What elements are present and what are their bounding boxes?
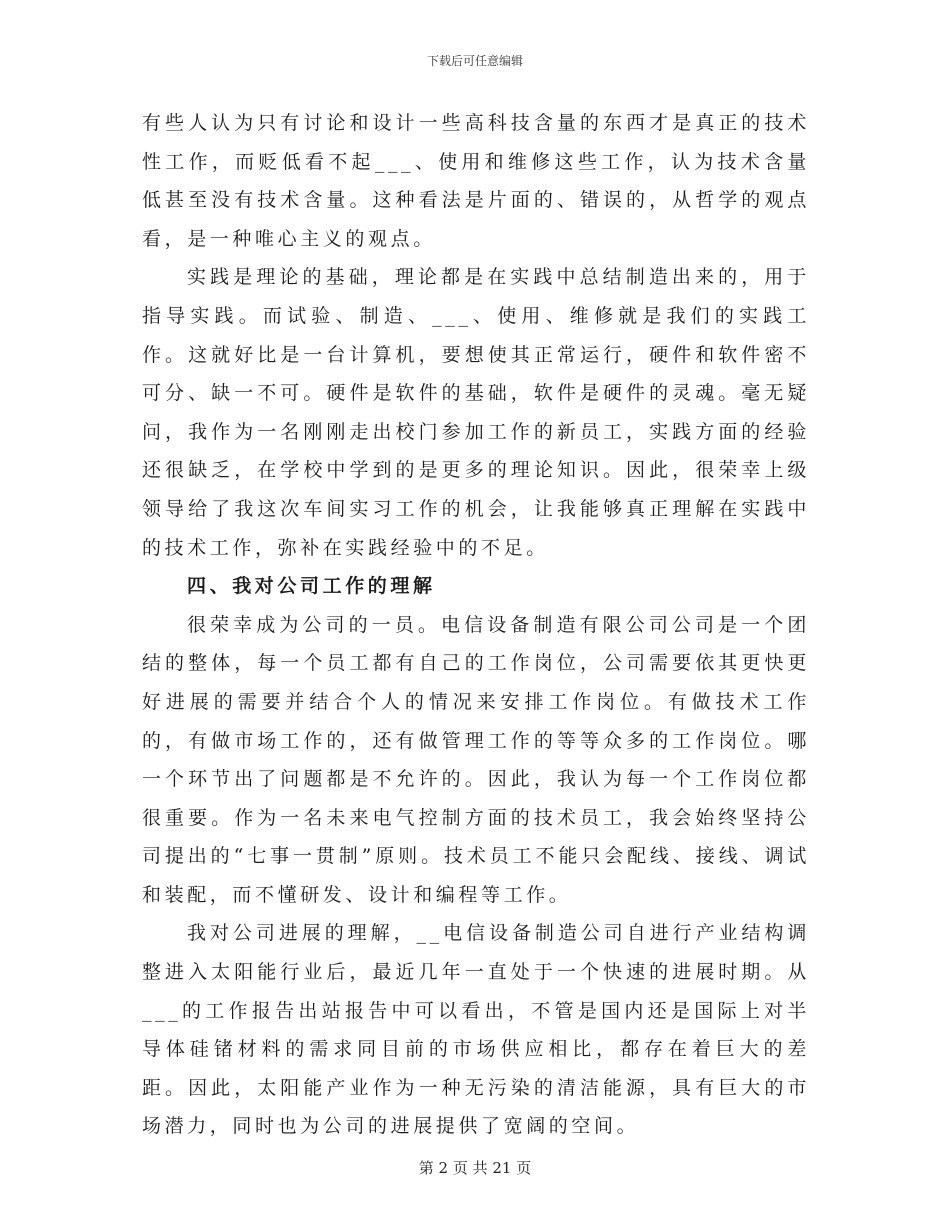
page-header-note: 下载后可任意编辑 bbox=[426, 54, 523, 68]
document-body bbox=[142, 104, 810, 1146]
paragraph-company-team: 很荣幸成为公司的一员。电信设备制造有限公司公司是一个团结的整体，每一个员工都有自己的工作岗位，公司需要依其更快更好进展的需要并结合个人的情况来安排工作岗位。有做技术工作的，有做市场工作的，还有做管理工作的等等众多的工作岗位。哪一个环节出了问题都是不允许的。因此，我认为每一个工作岗位都很重要。作为一名未来电气控制方面的技术员工，我会始终坚持公司提出的“七事一贯制”原则。技术员工不能只会配线、接线、调试和装配，而不懂研发、设计和编程等工作。 bbox=[142, 613, 810, 906]
section-heading-company-work: 四、我对公司工作的理解 bbox=[187, 575, 436, 598]
paragraph-practice-and-theory: 实践是理论的基础，理论都是在实践中总结制造出来的，用于指导实践。而试验、制造、___、使用、维修就是我们的实践工作。这就好比是一台计算机，要想使其正常运行，硬件和软件密不可分、缺一不可。硬件是软件的基础，软件是硬件的灵魂。毫无疑问，我作为一名刚刚走出校门参加工作的新员工，实践方面的经验还很缺乏，在学校中学到的是更多的理论知识。因此，很荣幸上级领导给了我这次车间实习工作的机会，让我能够真正理解在实践中的技术工作，弥补在实践经验中的不足。 bbox=[142, 266, 810, 559]
paragraph-technical-work-views: 有些人认为只有讨论和设计一些高科技含量的东西才是真正的技术性工作，而贬低看不起___、使用和维修这些工作，认为技术含量低甚至没有技术含量。这种看法是片面的、错误的，从哲学的观点看，是一种唯心主义的观点。 bbox=[142, 112, 810, 250]
page-number-footer: 第 2 页 共 21 页 bbox=[418, 1159, 532, 1177]
paragraph-company-development: 我对公司进展的理解，__电信设备制造公司自进行产业结构调整进入太阳能行业后，最近几年一直处于一个快速的进展时期。从___的工作报告出站报告中可以看出，不管是国内还是国际上对半导体硅锗材料的需求同目前的市场供应相比，都存在着巨大的差距。因此，太阳能产业作为一种无污染的清洁能源，具有巨大的市场潜力，同时也为公司的进展提供了宽阔的空间。 bbox=[142, 922, 810, 1138]
